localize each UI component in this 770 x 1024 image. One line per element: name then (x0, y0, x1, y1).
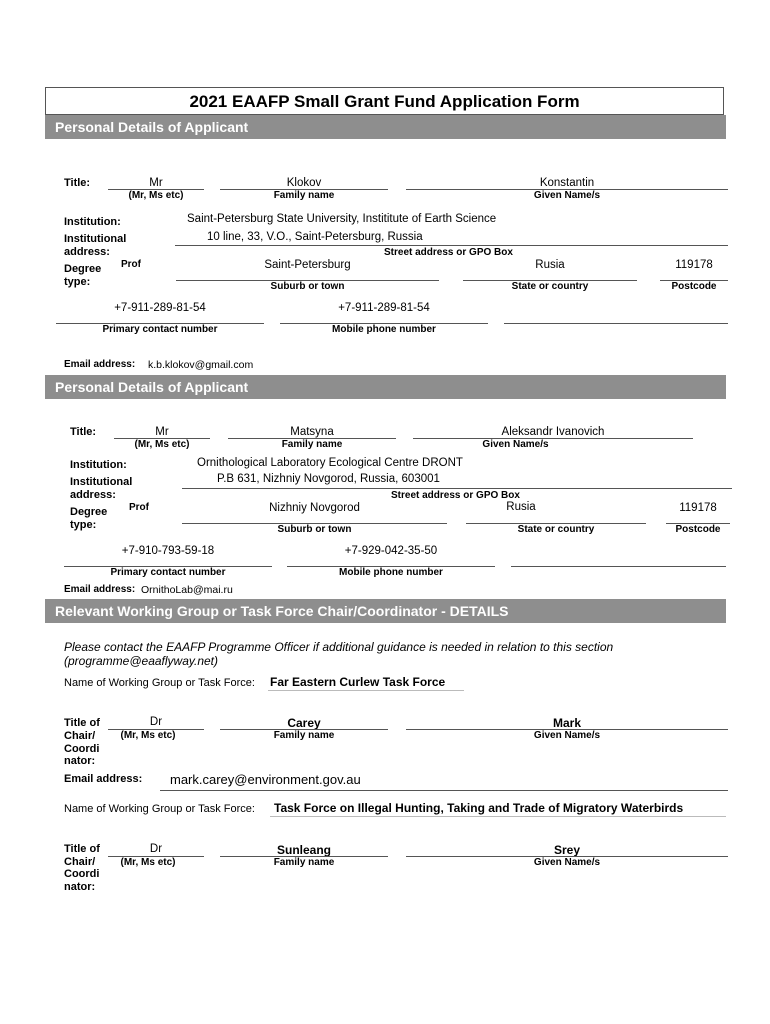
mr-ms-caption: (Mr, Ms etc) (134, 439, 190, 450)
address-label: address: (64, 246, 110, 258)
applicant2-primary-value[interactable]: +7-910-793-59-18 (121, 545, 215, 557)
applicant2-institution-value[interactable]: Ornithological Laboratory Ecological Centre DRONT (197, 457, 463, 469)
group2-name-value[interactable]: Task Force on Illegal Hunting, Taking and Trade of Migratory Waterbirds (274, 801, 684, 815)
title-label: Title: (70, 426, 97, 438)
given-names-caption: Given Name/s (533, 730, 601, 741)
degree-label: Degree (70, 506, 108, 518)
primary-contact-caption: Primary contact number (102, 324, 218, 335)
applicant1-degree-value[interactable]: Prof (121, 259, 141, 270)
guidance-note-line-1: Please contact the EAAFP Programme Officer if additional guidance is needed in relation to this section (64, 640, 614, 654)
mobile-caption: Mobile phone number (339, 567, 443, 578)
group1-given-value[interactable]: Mark (552, 716, 581, 730)
group2-title-value[interactable]: Dr (149, 843, 163, 855)
applicant2-title-value[interactable]: Mr (155, 426, 169, 438)
mr-ms-caption: (Mr, Ms etc) (120, 857, 176, 868)
family-name-caption: Family name (273, 857, 335, 868)
working-group-name-label: Name of Working Group or Task Force: (64, 677, 255, 689)
family-name-caption: Family name (273, 730, 335, 741)
title-of-label: Title of (64, 717, 100, 729)
street-caption: Street address or GPO Box (384, 247, 513, 258)
applicant2-mobile-value[interactable]: +7-929-042-35-50 (344, 545, 438, 557)
institutional-label: Institutional (70, 476, 133, 488)
applicant2-state-value[interactable]: Rusia (506, 501, 536, 513)
applicant2-given-value[interactable]: Aleksandr Ivanovich (501, 426, 605, 438)
applicant2-family-value[interactable]: Matsyna (290, 426, 334, 438)
group2-given-value[interactable]: Srey (553, 843, 581, 857)
coordi-label: Coordi (64, 868, 100, 880)
chair-label: Chair/ (64, 856, 96, 868)
type-label: type: (70, 519, 97, 531)
family-name-caption: Family name (273, 190, 335, 201)
applicant1-postcode-value[interactable]: 119178 (675, 259, 713, 271)
applicant1-suburb-value[interactable]: Saint-Petersburg (264, 259, 351, 271)
group1-family-value[interactable]: Carey (287, 716, 321, 730)
applicant2-postcode-value[interactable]: 119178 (679, 502, 717, 514)
degree-label: Degree (64, 263, 102, 275)
email-label: Email address: (64, 359, 136, 370)
applicant1-institution-value[interactable]: Saint-Petersburg State University, Instititute of Earth Science (187, 213, 497, 225)
applicant1-email-value[interactable]: k.b.klokov@gmail.com (148, 359, 254, 371)
postcode-caption: Postcode (671, 281, 717, 292)
title-of-label: Title of (64, 843, 100, 855)
postcode-caption: Postcode (675, 524, 721, 535)
applicant2-suburb-value[interactable]: Nizhniy Novgorod (269, 502, 360, 514)
family-name-caption: Family name (281, 439, 343, 450)
form-title: 2021 EAAFP Small Grant Fund Application Form (45, 87, 724, 115)
applicant2-email-value[interactable]: OrnithoLab@mai.ru (141, 584, 233, 596)
state-caption: State or country (511, 281, 589, 292)
group1-email-value[interactable]: mark.carey@environment.gov.au (170, 772, 361, 787)
suburb-caption: Suburb or town (277, 524, 352, 535)
applicant1-title-value[interactable]: Mr (149, 177, 163, 189)
working-group-name-label: Name of Working Group or Task Force: (64, 803, 255, 815)
given-names-caption: Given Name/s (533, 190, 601, 201)
group2-family-value[interactable]: Sunleang (276, 843, 331, 857)
mr-ms-caption: (Mr, Ms etc) (120, 730, 176, 741)
email-label: Email address: (64, 773, 143, 785)
institution-label: Institution: (64, 216, 121, 228)
nator-label: nator: (64, 755, 96, 767)
section-header-working-group: Relevant Working Group or Task Force Chair/Coordinator - DETAILS (45, 599, 726, 623)
email-label: Email address: (64, 584, 136, 595)
suburb-caption: Suburb or town (270, 281, 345, 292)
applicant1-primary-value[interactable]: +7-911-289-81-54 (114, 302, 206, 314)
primary-contact-caption: Primary contact number (110, 567, 226, 578)
applicant1-given-value[interactable]: Konstantin (539, 177, 595, 189)
applicant1-state-value[interactable]: Rusia (535, 259, 565, 271)
group1-name-value[interactable]: Far Eastern Curlew Task Force (270, 675, 446, 689)
mr-ms-caption: (Mr, Ms etc) (128, 190, 184, 201)
title-label: Title: (64, 177, 91, 189)
guidance-note-line-2: (programme@eaaflyway.net) (64, 654, 219, 668)
applicant1-street-value[interactable]: 10 line, 33, V.O., Saint-Petersburg, Russia (207, 231, 423, 243)
given-names-caption: Given Name/s (533, 857, 601, 868)
institutional-label: Institutional (64, 233, 127, 245)
mobile-caption: Mobile phone number (332, 324, 436, 335)
nator-label: nator: (64, 881, 96, 893)
institution-label: Institution: (70, 459, 127, 471)
section-header-applicant-2: Personal Details of Applicant (45, 375, 726, 399)
section-header-applicant-1: Personal Details of Applicant (45, 115, 726, 139)
applicant2-degree-value[interactable]: Prof (129, 502, 149, 513)
group1-title-value[interactable]: Dr (149, 716, 163, 728)
state-caption: State or country (517, 524, 595, 535)
address-label: address: (70, 489, 116, 501)
type-label: type: (64, 276, 91, 288)
applicant2-street-value[interactable]: P.B 631, Nizhniy Novgorod, Russia, 603001 (217, 473, 440, 485)
applicant1-mobile-value[interactable]: +7-911-289-81-54 (338, 302, 430, 314)
given-names-caption: Given Name/s (482, 439, 549, 450)
applicant1-family-value[interactable]: Klokov (286, 177, 322, 189)
street-caption: Street address or GPO Box (391, 490, 520, 501)
coordi-label: Coordi (64, 743, 100, 755)
chair-label: Chair/ (64, 730, 96, 742)
